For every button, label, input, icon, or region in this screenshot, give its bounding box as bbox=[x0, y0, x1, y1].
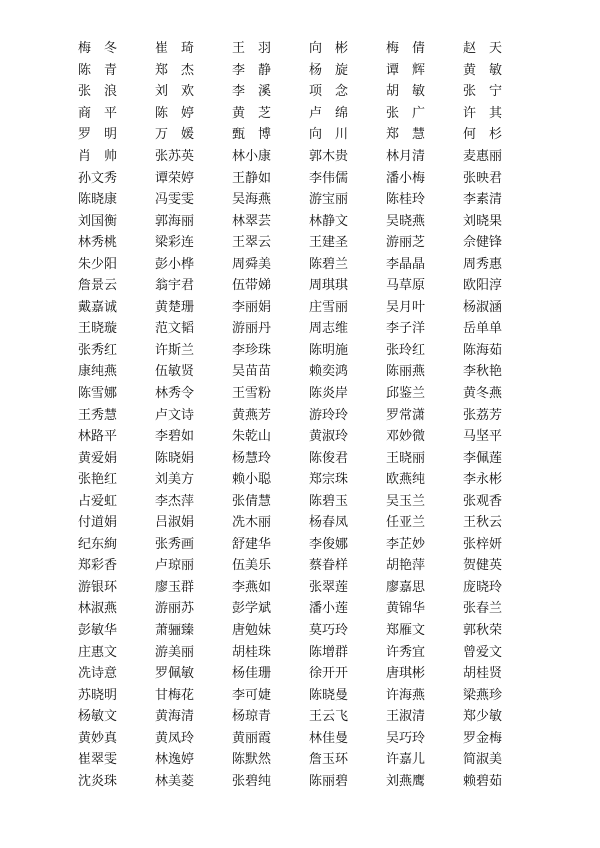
name-row bbox=[78, 447, 538, 469]
name-row bbox=[78, 167, 538, 189]
name-cell: 罗常潇 bbox=[386, 407, 426, 423]
name-cell: 伍美乐 bbox=[232, 558, 272, 574]
name-cell: 吴月叶 bbox=[386, 299, 426, 315]
name-cell: 向 川 bbox=[309, 127, 349, 143]
name-row bbox=[78, 38, 538, 60]
name-cell: 刘美方 bbox=[155, 472, 195, 488]
name-cell: 李子洋 bbox=[386, 321, 426, 337]
name-cell: 欧阳淳 bbox=[463, 278, 503, 294]
name-cell: 张苏英 bbox=[155, 149, 195, 164]
name-cell: 冼诗意 bbox=[78, 666, 118, 682]
name-cell: 黄丽霞 bbox=[232, 730, 272, 746]
name-cell: 陈碧玉 bbox=[309, 493, 349, 509]
name-cell: 黄锦华 bbox=[386, 601, 426, 617]
name-cell: 冯雯雯 bbox=[155, 192, 195, 208]
name-cell: 付道娟 bbox=[78, 515, 118, 531]
name-cell: 李 溪 bbox=[232, 84, 272, 100]
name-cell: 郑雁文 bbox=[386, 623, 426, 639]
name-cell: 黄 敏 bbox=[463, 62, 503, 78]
name-cell: 张翠莲 bbox=[309, 579, 349, 595]
name-cell: 李可婕 bbox=[232, 687, 272, 703]
name-cell: 苏晓明 bbox=[78, 687, 118, 703]
name-cell: 张秀画 bbox=[155, 536, 195, 552]
name-row bbox=[78, 318, 538, 340]
name-cell: 陈默然 bbox=[232, 752, 272, 768]
name-cell: 王秋云 bbox=[463, 515, 503, 531]
name-row bbox=[78, 232, 538, 254]
name-row bbox=[78, 684, 538, 706]
name-cell: 潘小莲 bbox=[309, 601, 349, 617]
name-cell: 林美菱 bbox=[155, 773, 195, 789]
name-cell: 卢文诗 bbox=[155, 407, 195, 423]
name-row bbox=[78, 103, 538, 125]
name-cell: 张 宁 bbox=[463, 84, 503, 100]
name-cell: 李 静 bbox=[232, 62, 272, 78]
name-cell: 游宝丽 bbox=[309, 192, 349, 208]
name-cell: 卢 绵 bbox=[309, 105, 349, 121]
name-cell: 王翠云 bbox=[232, 235, 272, 251]
name-cell: 游玲玲 bbox=[309, 407, 349, 423]
name-cell: 谭荣婷 bbox=[155, 170, 195, 186]
name-cell: 梁燕珍 bbox=[463, 687, 503, 703]
name-cell: 赖奕鸿 bbox=[309, 364, 349, 380]
name-cell: 徐开开 bbox=[309, 666, 349, 682]
name-cell: 张观香 bbox=[463, 493, 503, 509]
name-cell: 李佩莲 bbox=[463, 450, 503, 466]
name-cell: 麦惠丽 bbox=[463, 149, 503, 164]
name-cell: 杨琼青 bbox=[232, 709, 272, 725]
name-cell: 杨淑涵 bbox=[463, 299, 503, 315]
name-row bbox=[78, 641, 538, 663]
name-cell: 陈晓娟 bbox=[155, 450, 195, 466]
name-cell: 林路平 bbox=[78, 429, 118, 445]
name-cell: 郑 慧 bbox=[386, 127, 426, 143]
name-cell: 戴嘉诚 bbox=[78, 299, 118, 315]
name-cell: 游银环 bbox=[78, 579, 118, 595]
name-cell: 黄爱娟 bbox=[78, 450, 118, 466]
name-cell: 伍带娣 bbox=[232, 278, 272, 294]
name-cell: 刘国衡 bbox=[78, 213, 118, 229]
name-cell: 王晓丽 bbox=[386, 450, 426, 466]
name-cell: 张 广 bbox=[386, 105, 426, 121]
name-cell: 李素清 bbox=[463, 192, 503, 208]
name-row bbox=[78, 469, 538, 491]
name-cell: 林小康 bbox=[232, 149, 272, 164]
name-row bbox=[78, 490, 538, 512]
name-cell: 王静如 bbox=[232, 170, 272, 186]
name-cell: 马坚平 bbox=[463, 429, 503, 445]
name-cell: 陈明施 bbox=[309, 342, 349, 358]
name-cell: 任亚兰 bbox=[386, 515, 426, 531]
name-cell: 吴巧玲 bbox=[386, 730, 426, 746]
name-cell: 黄妙真 bbox=[78, 730, 118, 746]
name-row bbox=[78, 426, 538, 448]
name-cell: 林月清 bbox=[386, 149, 426, 164]
name-cell: 欧燕纯 bbox=[386, 472, 426, 488]
name-cell: 潘小梅 bbox=[386, 170, 426, 186]
name-cell: 张艳红 bbox=[78, 472, 118, 488]
name-cell: 向 彬 bbox=[309, 41, 349, 57]
name-cell: 杨慧玲 bbox=[232, 450, 272, 466]
name-cell: 王云飞 bbox=[309, 709, 349, 725]
name-cell: 罗佩敏 bbox=[155, 666, 195, 682]
name-cell: 吴玉兰 bbox=[386, 493, 426, 509]
name-cell: 孙文秀 bbox=[78, 170, 118, 186]
name-cell: 李伟儒 bbox=[309, 170, 349, 186]
name-cell: 林淑燕 bbox=[78, 601, 118, 617]
name-cell: 张秀红 bbox=[78, 342, 118, 358]
name-cell: 游丽丹 bbox=[232, 321, 272, 337]
name-cell: 卢琼丽 bbox=[155, 558, 195, 574]
name-cell: 崔翠雯 bbox=[78, 752, 118, 768]
name-cell: 甘梅花 bbox=[155, 687, 195, 703]
name-cell: 李珍珠 bbox=[232, 342, 272, 358]
name-cell: 詹玉环 bbox=[309, 752, 349, 768]
name-cell: 陈碧兰 bbox=[309, 256, 349, 272]
name-cell: 唐琪彬 bbox=[386, 666, 426, 682]
name-cell: 陈炎岸 bbox=[309, 386, 349, 402]
name-cell: 李杰萍 bbox=[155, 493, 195, 509]
name-cell: 范文韬 bbox=[155, 321, 195, 337]
name-row bbox=[78, 706, 538, 728]
name-cell: 唐勉妹 bbox=[232, 623, 272, 639]
name-cell: 冼木丽 bbox=[232, 515, 272, 531]
name-cell: 周琪琪 bbox=[309, 278, 349, 294]
name-cell: 贺健英 bbox=[463, 558, 503, 574]
name-cell: 杨佳珊 bbox=[232, 666, 272, 682]
name-cell: 廖嘉思 bbox=[386, 579, 426, 595]
name-cell: 崔 琦 bbox=[155, 41, 195, 57]
name-cell: 黄凤玲 bbox=[155, 730, 195, 746]
name-cell: 李秋艳 bbox=[463, 364, 503, 380]
name-cell: 郭秋荣 bbox=[463, 623, 503, 639]
name-cell: 陈俊君 bbox=[309, 450, 349, 466]
name-cell: 李晶晶 bbox=[386, 256, 426, 272]
name-list-grid bbox=[78, 38, 538, 792]
name-cell: 陈晓康 bbox=[78, 192, 118, 208]
name-row bbox=[78, 534, 538, 556]
name-row bbox=[78, 620, 538, 642]
name-row bbox=[78, 512, 538, 534]
name-cell: 占爱虹 bbox=[78, 493, 118, 509]
name-cell: 何 杉 bbox=[463, 127, 503, 143]
name-cell: 王秀慧 bbox=[78, 407, 118, 423]
name-cell: 赖小聪 bbox=[232, 472, 272, 488]
name-cell: 甄 博 bbox=[232, 127, 272, 143]
name-row bbox=[78, 749, 538, 771]
name-row bbox=[78, 663, 538, 685]
name-row bbox=[78, 771, 538, 793]
name-cell: 许 其 bbox=[463, 105, 503, 121]
name-cell: 王淑清 bbox=[386, 709, 426, 725]
name-cell: 赵 天 bbox=[463, 41, 503, 57]
name-cell: 周志维 bbox=[309, 321, 349, 337]
name-cell: 张映君 bbox=[463, 170, 503, 186]
name-cell: 蔡眷样 bbox=[309, 558, 349, 574]
name-cell: 彭小桦 bbox=[155, 256, 195, 272]
name-cell: 彭学斌 bbox=[232, 601, 272, 617]
name-cell: 李燕如 bbox=[232, 579, 272, 595]
name-cell: 李碧如 bbox=[155, 429, 195, 445]
name-cell: 庞晓玲 bbox=[463, 579, 503, 595]
name-cell: 胡艳萍 bbox=[386, 558, 426, 574]
name-cell: 张春兰 bbox=[463, 601, 503, 617]
name-cell: 陈 青 bbox=[78, 62, 118, 78]
name-row bbox=[78, 340, 538, 362]
name-row bbox=[78, 577, 538, 599]
name-cell: 陈丽碧 bbox=[309, 773, 349, 789]
name-cell: 庄雪丽 bbox=[309, 299, 349, 315]
name-cell: 黄 芝 bbox=[232, 105, 272, 121]
name-cell: 陈海茹 bbox=[463, 342, 503, 358]
name-cell: 胡桂珠 bbox=[232, 644, 272, 660]
name-cell: 张倩慧 bbox=[232, 493, 272, 509]
name-cell: 郑彩香 bbox=[78, 558, 118, 574]
name-cell: 沈炎珠 bbox=[78, 773, 118, 789]
name-cell: 游丽苏 bbox=[155, 601, 195, 617]
name-row bbox=[78, 81, 538, 103]
name-cell: 梅 倩 bbox=[386, 41, 426, 57]
name-cell: 梅 冬 bbox=[78, 41, 118, 57]
name-cell: 游丽芝 bbox=[386, 235, 426, 251]
name-cell: 黄海清 bbox=[155, 709, 195, 725]
name-cell: 王晓璇 bbox=[78, 321, 118, 337]
name-cell: 萧骊臻 bbox=[155, 623, 195, 639]
name-cell: 刘燕鹰 bbox=[386, 773, 426, 789]
name-cell: 马草原 bbox=[386, 278, 426, 294]
name-cell: 陈雪娜 bbox=[78, 386, 118, 402]
name-cell: 简淑美 bbox=[463, 752, 503, 768]
name-cell: 郭海丽 bbox=[155, 213, 195, 229]
name-cell: 商 平 bbox=[78, 105, 118, 121]
name-cell: 张荔芳 bbox=[463, 407, 503, 423]
name-cell: 吴晓燕 bbox=[386, 213, 426, 229]
name-cell: 项 念 bbox=[309, 84, 349, 100]
name-cell: 林秀令 bbox=[155, 386, 195, 402]
name-cell: 吴海燕 bbox=[232, 192, 272, 208]
name-cell: 詹景云 bbox=[78, 278, 118, 294]
name-cell: 刘 欢 bbox=[155, 84, 195, 100]
name-cell: 朱少阳 bbox=[78, 256, 118, 272]
name-row bbox=[78, 404, 538, 426]
name-row bbox=[78, 189, 538, 211]
name-cell: 黄燕芳 bbox=[232, 407, 272, 423]
name-cell: 杨敏文 bbox=[78, 709, 118, 725]
name-cell: 王 羽 bbox=[232, 41, 272, 57]
name-cell: 舒建华 bbox=[232, 536, 272, 552]
name-cell: 岳单单 bbox=[463, 321, 503, 337]
name-cell: 王雪粉 bbox=[232, 386, 272, 402]
name-cell: 许嘉儿 bbox=[386, 752, 426, 768]
name-cell: 郑少敏 bbox=[463, 709, 503, 725]
name-cell: 王建圣 bbox=[309, 235, 349, 251]
name-cell: 黄楚珊 bbox=[155, 299, 195, 315]
name-cell: 肖 帅 bbox=[78, 149, 118, 164]
name-cell: 周舜美 bbox=[232, 256, 272, 272]
name-cell: 陈晓曼 bbox=[309, 687, 349, 703]
name-cell: 杨 旋 bbox=[309, 62, 349, 78]
name-cell: 罗 明 bbox=[78, 127, 118, 143]
name-cell: 吴苗苗 bbox=[232, 364, 272, 380]
name-cell: 曾爱文 bbox=[463, 644, 503, 660]
name-row bbox=[78, 297, 538, 319]
name-cell: 林静文 bbox=[309, 213, 349, 229]
name-row bbox=[78, 146, 538, 168]
name-cell: 林佳曼 bbox=[309, 730, 349, 746]
name-cell: 郑 杰 bbox=[155, 62, 195, 78]
name-cell: 万 媛 bbox=[155, 127, 195, 143]
name-cell: 周秀惠 bbox=[463, 256, 503, 272]
name-cell: 杨春凤 bbox=[309, 515, 349, 531]
name-cell: 邓妙微 bbox=[386, 429, 426, 445]
name-row bbox=[78, 275, 538, 297]
name-cell: 黄淑玲 bbox=[309, 429, 349, 445]
name-cell: 胡桂贤 bbox=[463, 666, 503, 682]
name-row bbox=[78, 124, 538, 146]
name-cell: 张碧纯 bbox=[232, 773, 272, 789]
name-cell: 张 浪 bbox=[78, 84, 118, 100]
name-cell: 刘晓果 bbox=[463, 213, 503, 229]
name-cell: 许海燕 bbox=[386, 687, 426, 703]
name-row bbox=[78, 210, 538, 232]
name-cell: 莫巧玲 bbox=[309, 623, 349, 639]
name-cell: 郑宗珠 bbox=[309, 472, 349, 488]
name-cell: 胡 敏 bbox=[386, 84, 426, 100]
name-cell: 黄冬燕 bbox=[463, 386, 503, 402]
name-cell: 佘健锋 bbox=[463, 235, 503, 251]
name-cell: 陈丽燕 bbox=[386, 364, 426, 380]
name-cell: 张梓妍 bbox=[463, 536, 503, 552]
name-cell: 林逸婷 bbox=[155, 752, 195, 768]
name-cell: 郭木贵 bbox=[309, 149, 349, 164]
name-cell: 林秀桃 bbox=[78, 235, 118, 251]
name-cell: 许秀宜 bbox=[386, 644, 426, 660]
name-row bbox=[78, 598, 538, 620]
name-row bbox=[78, 60, 538, 82]
name-cell: 林翠芸 bbox=[232, 213, 272, 229]
name-row bbox=[78, 555, 538, 577]
name-cell: 罗金梅 bbox=[463, 730, 503, 746]
name-cell: 陈桂玲 bbox=[386, 192, 426, 208]
name-cell: 彭敏华 bbox=[78, 623, 118, 639]
name-cell: 许斯兰 bbox=[155, 342, 195, 358]
name-cell: 康纯燕 bbox=[78, 364, 118, 380]
name-row bbox=[78, 383, 538, 405]
name-cell: 陈增群 bbox=[309, 644, 349, 660]
name-cell: 李永彬 bbox=[463, 472, 503, 488]
name-row bbox=[78, 361, 538, 383]
name-cell: 李芷妙 bbox=[386, 536, 426, 552]
name-row bbox=[78, 728, 538, 750]
name-cell: 廖玉群 bbox=[155, 579, 195, 595]
name-cell: 吕淑娟 bbox=[155, 515, 195, 531]
name-cell: 李丽娟 bbox=[232, 299, 272, 315]
name-cell: 谭 辉 bbox=[386, 62, 426, 78]
name-cell: 游美丽 bbox=[155, 644, 195, 660]
name-cell: 陈 婷 bbox=[155, 105, 195, 121]
name-cell: 朱乾山 bbox=[232, 429, 272, 445]
name-cell: 张玲红 bbox=[386, 342, 426, 358]
name-cell: 伍敏贤 bbox=[155, 364, 195, 380]
name-cell: 翁宇君 bbox=[155, 278, 195, 294]
name-row bbox=[78, 253, 538, 275]
name-cell: 梁彩连 bbox=[155, 235, 195, 251]
name-cell: 李俊娜 bbox=[309, 536, 349, 552]
name-cell: 邱鉴兰 bbox=[386, 386, 426, 402]
name-cell: 庄惠文 bbox=[78, 644, 118, 660]
name-cell: 赖碧茹 bbox=[463, 773, 503, 789]
name-cell: 纪东絢 bbox=[78, 536, 118, 552]
